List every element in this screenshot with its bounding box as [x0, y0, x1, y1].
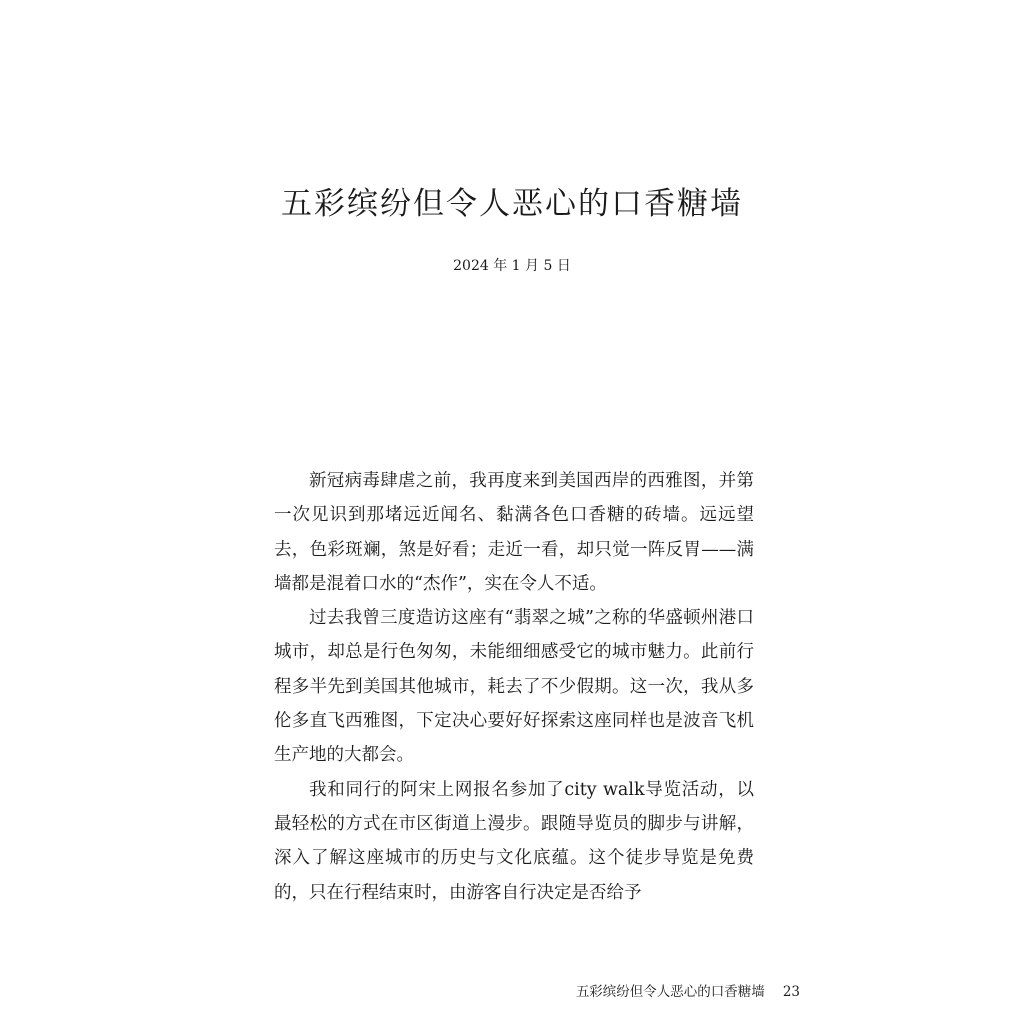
- body-text: [274, 464, 754, 910]
- page-footer: [560, 980, 800, 1004]
- paragraph: 过去我曾三度造访这座有“翡翠之城”之称的华盛顿州港口城市，却总是行色匆匆，未能细细感受它的城市魅力。此前行程多半先到美国其他城市，耗去了不少假期。这一次，我从多伦多直飞西雅图，下定决心要好好探索这座同样也是波音飞机生产地的大都会。: [274, 608, 754, 766]
- page-number: 23: [782, 984, 800, 1000]
- paragraph: 新冠病毒肆虐之前，我再度来到美国西岸的西雅图，并第一次见识到那堵远近闻名、黏满各色口香糖的砖墙。远远望去，色彩斑斓，煞是好看；走近一看，却只觉一阵反胃——满墙都是混着口水的“杰作”，实在令人不适。: [274, 471, 754, 594]
- chapter-date: 2024 年 1 月 5 日: [453, 258, 571, 274]
- chapter-title: 五彩缤纷但令人恶心的口香糖墙: [281, 186, 743, 222]
- paragraph: 我和同行的阿宋上网报名参加了city walk导览活动，以最轻松的方式在市区街道上漫步。跟随导览员的脚步与讲解，深入了解这座城市的历史与文化底蕴。这个徒步导览是免费的，只在行程结束时，由游客自行决定是否给予: [274, 779, 754, 903]
- running-title: 五彩缤纷但令人恶心的口香糖墙: [575, 984, 765, 1000]
